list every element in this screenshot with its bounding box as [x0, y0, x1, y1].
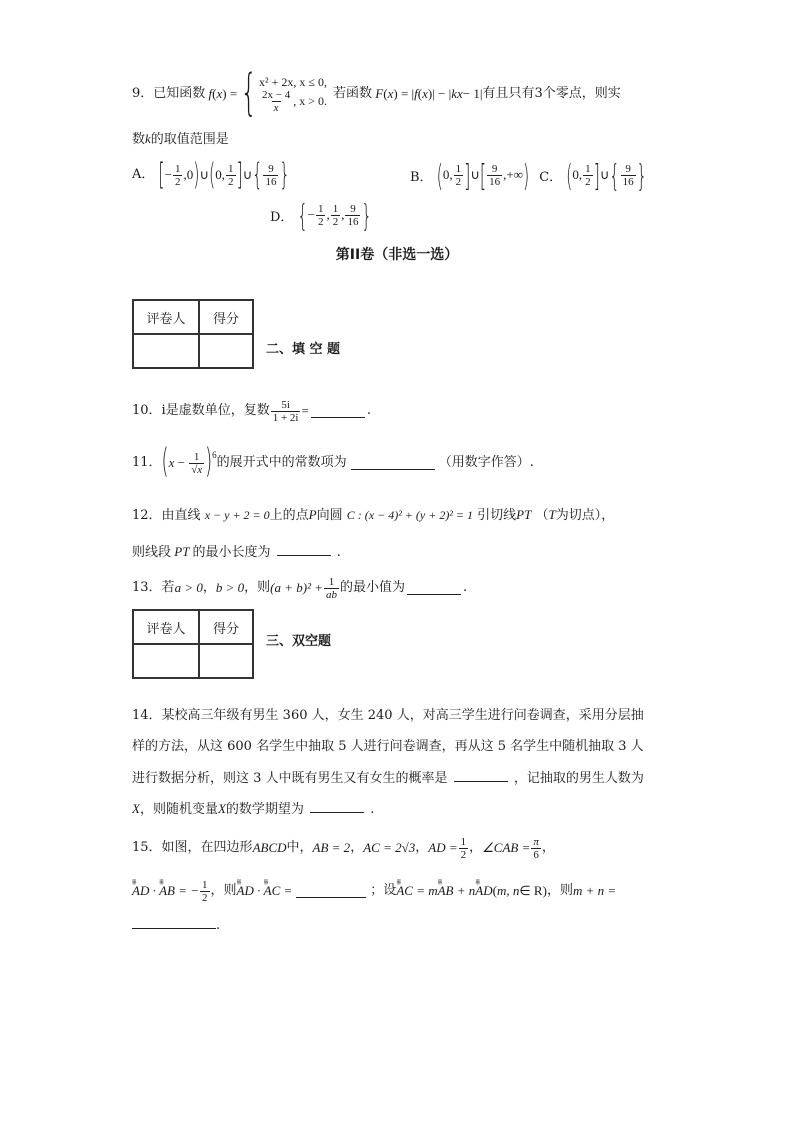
- score-header: 得分: [199, 300, 253, 334]
- q9-option-b: B． ( 0, $\frac{1}{2}$ ] ∪ [ $\frac{9}{16}$ ,+∞ ) C． ( 0, $\frac{1}{2}$ ] ∪ { $\frac{9}{16}$ }: [410, 156, 647, 194]
- q15-line1: 15． 如图，在四边形 ABCD 中， AB = 2 ， AC = 2√3 ， AD = $\frac{1}{2}$ ， ∠CAB = $\frac{\pi}{6}$ ，: [132, 835, 555, 861]
- q12-answer-blank[interactable]: [277, 543, 331, 556]
- q9-text2: 若函数: [333, 86, 373, 101]
- q11-answer-blank[interactable]: [351, 457, 435, 470]
- q9-option-a: A． [ − $\frac{1}{2}$ ,0 ) ∪ ( 0, $\frac{1}{2}$ ] ∪ { $\frac{9}{16}$ }: [132, 156, 290, 193]
- grader-header: 评卷人: [133, 300, 199, 334]
- section-3-heading: 三、双空题: [266, 634, 332, 649]
- score-cell[interactable]: [199, 334, 253, 368]
- score-header-2: 得分: [199, 610, 253, 644]
- q12-line1: 12．由直线 x − y + 2 = 0上的点P向圆 C : (x − 4)² + (y + 2)² = 1 引切线PT （T为切点），: [132, 507, 615, 523]
- q14-line3: 进行数据分析，则这 3 人中既有男生又有女生的概率是 ，记抽取的男生人数为: [132, 771, 644, 786]
- q12-line2: 则线段 PT 的最小长度为 .: [132, 544, 341, 560]
- q9-line1: 9． 已知函数 f ( x ) = { x² + 2x, x ≤ 0, $\frac{2x - 4}{x}$ , x > 0. 若函数 F ( x ) = | f ( x )| − | kx − 1| 有且只有3个零点，则实: [132, 65, 621, 123]
- q14-line1: 14．某校高三年级有男生 360 人，女生 240 人，对高三学生进行问卷调查，采用分层抽: [132, 708, 644, 723]
- score-cell-2[interactable]: [199, 644, 253, 678]
- option-c-label: C．: [539, 169, 563, 185]
- option-a-label: A．: [132, 167, 155, 182]
- q14-line2: 样的方法，从这 600 名学生中抽取 5 人进行问卷调查，再从这 5 名学生中随机抽取 3 人: [132, 739, 644, 754]
- q9-line2: 数k的取值范围是: [132, 131, 229, 147]
- piece-1: x² + 2x, x ≤ 0,: [259, 74, 327, 89]
- grader-cell-2[interactable]: [133, 644, 199, 678]
- piecewise-brace: {: [240, 65, 258, 123]
- q14-line4: X，则随机变量X的数学期望为 .: [132, 801, 375, 817]
- grader-cell[interactable]: [133, 334, 199, 368]
- piecewise-cases: x² + 2x, x ≤ 0, $\frac{2x - 4}{x}$ , x > 0.: [259, 74, 328, 114]
- q10: 10． i是虚数单位，复数 $\frac{5i}{1 + 2i}$ = .: [132, 398, 371, 424]
- piece-2-cond: , x > 0.: [293, 94, 328, 108]
- section-title: 第II卷（非选一选）: [335, 247, 459, 263]
- q9-text3: 有且只有3个零点，则实: [482, 86, 621, 101]
- option-b-label: B．: [410, 169, 433, 185]
- q15-line2: ⫳⫳ AD · ⫳⫳ AB = − $\frac{1}{2}$ ，则 ⫳⫳ AD · ⫳⫳ AC = ；设 ⫳⫳ AC = m⫳⫳ AB + n⫳⫳ AD ( m, n ∈ R) ，则 m + n =: [132, 876, 616, 906]
- section-2-heading: 二、填 空 题: [266, 342, 341, 357]
- q15-blank-1[interactable]: [296, 885, 366, 898]
- q15-line3: .: [132, 916, 220, 935]
- q14-blank-1[interactable]: [454, 769, 508, 782]
- q13: 13． 若 a > 0 ， b > 0 ，则 (a + b)² + $\frac{1}{ab}$ 的最小值为 .: [132, 575, 468, 601]
- q10-answer-blank[interactable]: [311, 405, 365, 418]
- grader-header-2: 评卷人: [133, 610, 199, 644]
- q9-fx: f: [205, 86, 213, 101]
- score-table-1: [132, 299, 254, 369]
- q9-text: 已知函数: [153, 86, 206, 101]
- q11: 11． ( x − $\frac{1}{√x}$ ) $^6$ 的展开式中的常数项为 （用数字作答）.: [132, 442, 534, 482]
- q14-blank-2[interactable]: [310, 800, 364, 813]
- score-table-2: [132, 609, 254, 679]
- q15-blank-2[interactable]: [132, 916, 216, 929]
- q9-number: 9．: [132, 86, 154, 101]
- option-d-label: D．: [270, 209, 294, 225]
- q9-option-d: D． { − $\frac{1}{2}$ , $\frac{1}{2}$ , $\frac{9}{16}$ }: [270, 196, 372, 234]
- q13-answer-blank[interactable]: [407, 582, 461, 595]
